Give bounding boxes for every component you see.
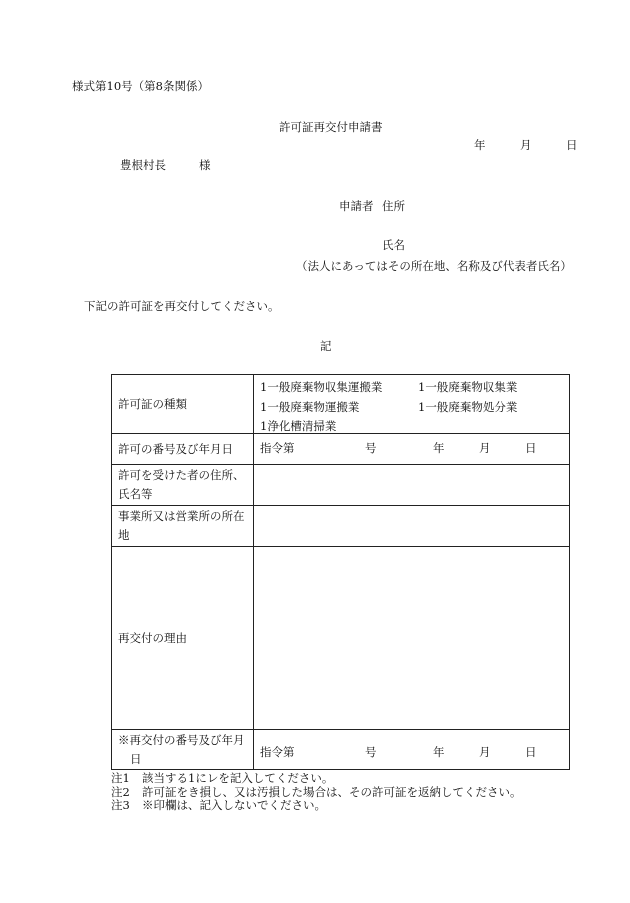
form-number: 様式第10号（第8条関係） [72,79,209,93]
year-label: 年 [433,744,445,759]
corporate-note: （法人にあってはその所在地、名称及び代表者氏名） [296,259,572,273]
reissue-label-line: 日 [130,751,142,766]
order-prefix: 指令第 [260,744,295,759]
addressee-name: 豊根村長 [120,158,166,172]
applicant-label: 申請者 [339,199,374,213]
date-year-label: 年 [474,138,486,152]
note-number: 注1 [111,771,130,785]
request-text: 下記の許可証を再交付してください。 [84,299,280,313]
document-title: 許可証再交付申請書 [279,120,383,134]
office-field [254,506,570,547]
office-row [112,506,570,547]
permit-type-option: 1一般廃棄物運搬業 [260,400,360,414]
addressee-honorific: 様 [199,158,211,172]
reason-field [254,547,570,730]
note-item [111,799,522,813]
permit-type-option: 1一般廃棄物処分業 [418,400,518,414]
note-text: 該当する1にレを記入してください。 [142,771,334,785]
date-month-label: 月 [520,138,532,152]
day-label: 日 [525,441,537,455]
ki-heading: 記 [320,339,332,353]
reissue-number-field [254,730,570,770]
day-label: 日 [525,744,537,759]
year-label: 年 [433,441,445,455]
permit-type-options [254,375,570,434]
month-label: 月 [479,441,491,455]
permit-number-label: 許可の番号及び年月日 [112,434,254,465]
permit-type-row [112,375,570,434]
order-prefix: 指令第 [260,441,295,455]
permit-type-option: 1一般廃棄物収集業 [418,380,518,394]
reason-row [112,547,570,730]
reissue-label-line: ※再交付の番号及び年月 [118,732,245,747]
office-label-line: 地 [118,528,130,542]
holder-label [112,465,254,506]
note-text: ※印欄は、記入しないでください。 [142,798,326,812]
reissue-row [112,730,570,770]
note-number: 注2 [111,784,130,799]
permit-type-option: 1浄化槽清掃業 [260,419,337,433]
notes [111,772,522,813]
permit-type-label: 許可証の種類 [112,375,254,434]
holder-label-line: 許可を受けた者の住所、 [118,468,245,482]
holder-row [112,465,570,506]
office-label-line: 事業所又は営業所の所在 [118,509,245,523]
month-label: 月 [479,744,491,759]
note-item [111,772,522,786]
note-item [111,786,522,800]
holder-label-line: 氏名等 [118,487,153,501]
applicant-address-label: 住所 [382,199,405,213]
number-suffix: 号 [365,441,377,455]
permit-number-field [254,434,570,465]
reissue-label [112,730,254,770]
office-label [112,506,254,547]
note-number: 注3 [111,798,130,812]
note-text: 許可証をき損し、又は汚損した場合は、その許可証を返納してください。 [142,784,522,799]
holder-field [254,465,570,506]
permit-type-option: 1一般廃棄物収集運搬業 [260,380,383,394]
number-suffix: 号 [365,744,377,759]
application-table [111,374,570,770]
applicant-name-label: 氏名 [382,238,405,252]
permit-number-row [112,434,570,465]
reason-label: 再交付の理由 [112,547,254,730]
date-day-label: 日 [566,138,578,152]
